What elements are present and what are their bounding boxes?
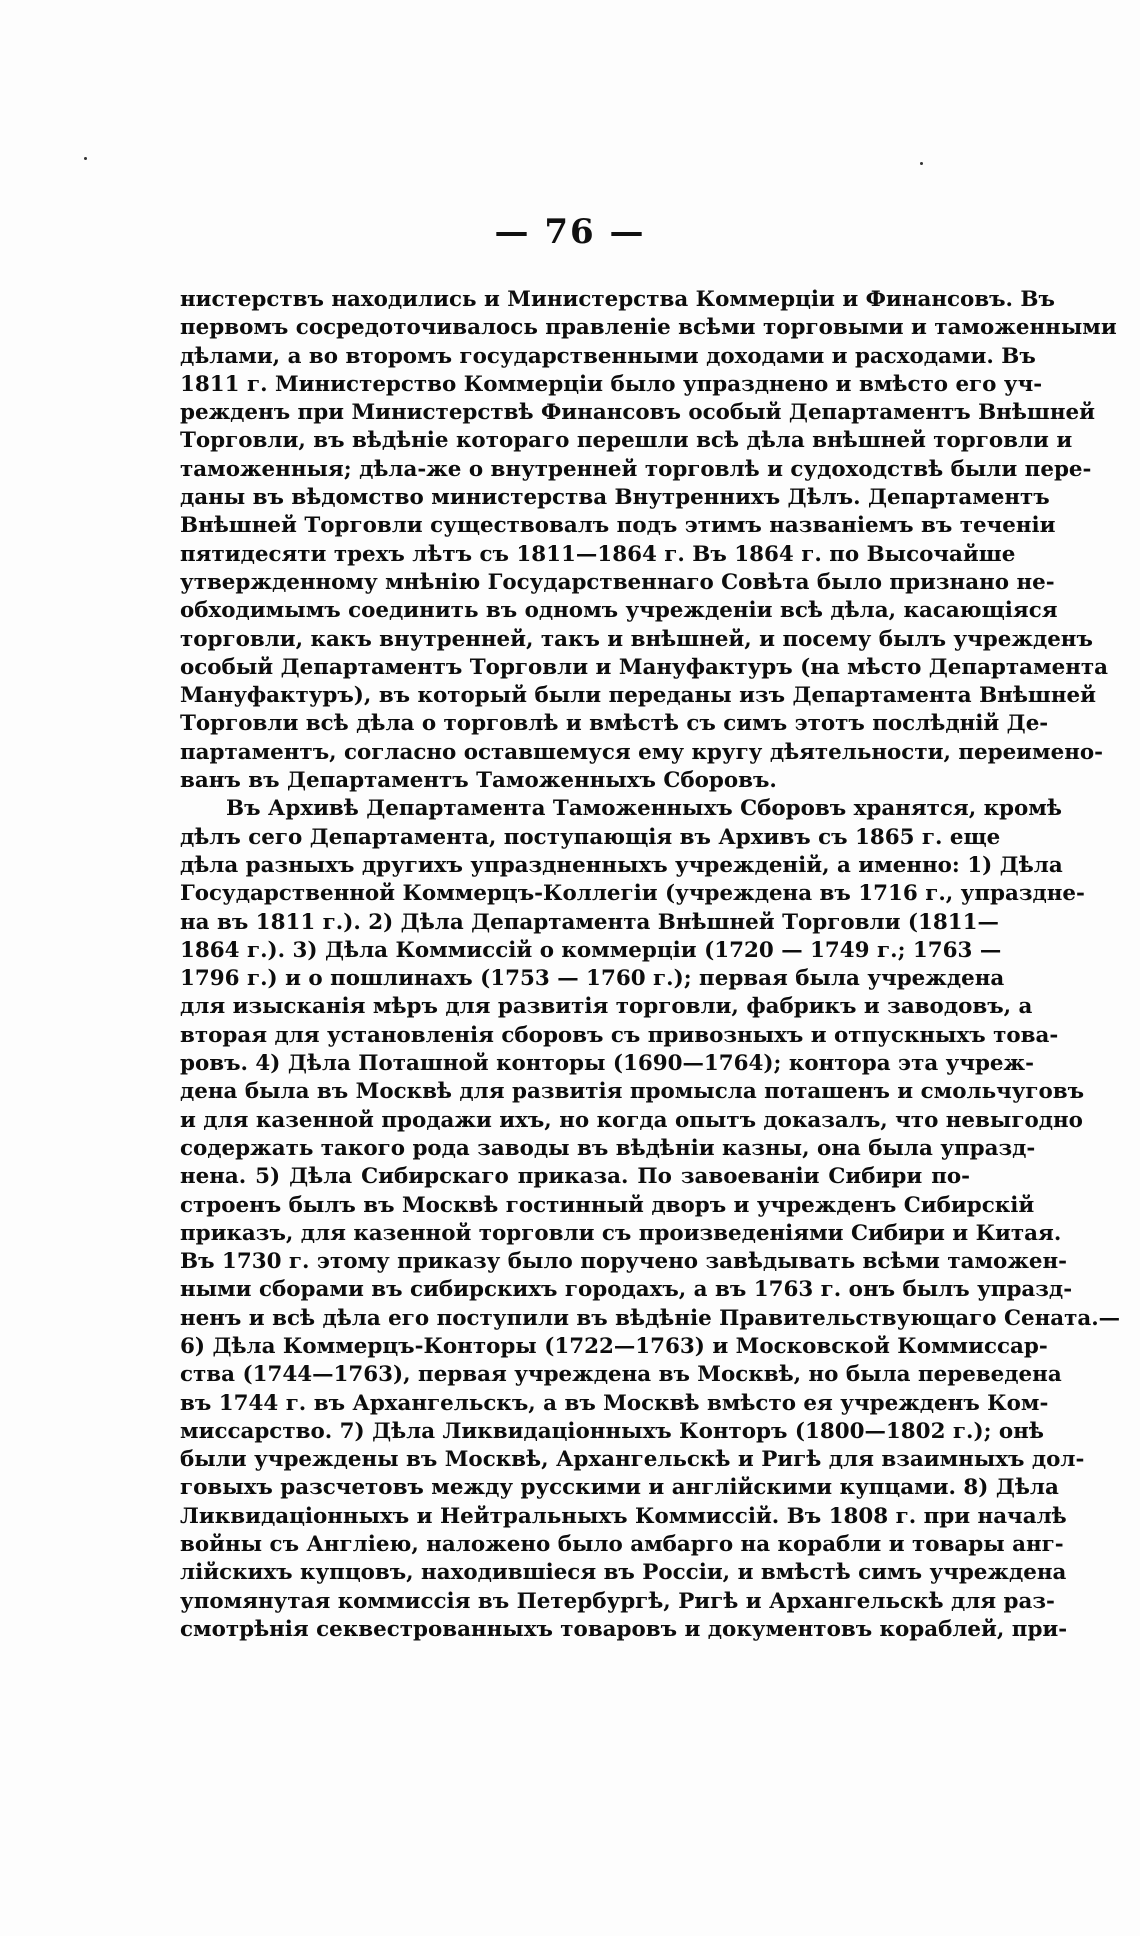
text-line: ванъ въ Департаментъ Таможенныхъ Сборовъ. <box>180 768 777 794</box>
text-line: смотрѣнія секвестрованныхъ товаровъ и документовъ кораблей, при- <box>180 1616 1068 1642</box>
text-line: дѣлами, а во второмъ государственными доходами и расходами. Въ <box>180 343 1036 369</box>
text-line: таможенныя; дѣла-же о внутренней торговлѣ и судоходствѣ были пере- <box>180 456 1092 482</box>
text-line: партаментъ, согласно оставшемуся ему кругу дѣятельности, переимено- <box>180 739 1104 765</box>
text-line: Въ 1730 г. этому приказу было поручено завѣдывать всѣми таможен- <box>180 1249 1068 1275</box>
text-line: дена была въ Москвѣ для развитія промысла поташенъ и смольчуговъ <box>180 1079 1085 1105</box>
text-line: дѣла разныхъ другихъ упраздненныхъ учрежденій, а именно: 1) Дѣла <box>180 852 1063 878</box>
text-line: пятидесяти трехъ лѣтъ съ 1811—1864 г. Въ 1864 г. по Высочайше <box>180 541 1016 567</box>
text-line: Торговли, въ вѣдѣніе котораго перешли всѣ дѣла внѣшней торговли и <box>180 428 1073 454</box>
text-line: войны съ Англіею, наложено было амбарго на корабли и товары анг- <box>180 1532 1064 1558</box>
text-line: нистерствъ находились и Министерства Коммерціи и Финансовъ. Въ <box>180 287 1055 312</box>
page-number: — 76 — <box>494 212 646 252</box>
text-line: были учреждены въ Москвѣ, Архангельскѣ и Ригѣ для взаимныхъ дол- <box>180 1447 1085 1473</box>
scan-speck <box>920 162 923 165</box>
text-line: на въ 1811 г.). 2) Дѣла Департамента Внѣшней Торговли (1811— <box>180 909 999 935</box>
text-line: строенъ былъ въ Москвѣ гостинный дворъ и учрежденъ Сибирскій <box>180 1192 1035 1218</box>
text-line: первомъ сосредоточивалось правленіе всѣми торговыми и таможенными <box>180 315 1117 341</box>
text-line: режденъ при Министерствѣ Финансовъ особый Департаментъ Внѣшней <box>180 400 1096 426</box>
text-line: утвержденному мнѣнію Государственнаго Совѣта было признано не- <box>180 569 1055 595</box>
text-line: Внѣшней Торговли существовалъ подъ этимъ названіемъ въ теченіи <box>180 513 1056 539</box>
text-line: дѣлъ сего Департамента, поступающія въ Архивъ съ 1865 г. еще <box>180 824 1001 850</box>
text-line: 1811 г. Министерство Коммерціи было упразднено и вмѣсто его уч- <box>180 371 1043 397</box>
text-line: приказъ, для казенной торговли съ произведеніями Сибири и Китая. <box>180 1220 1062 1246</box>
text-line: 1796 г.) и о пошлинахъ (1753 — 1760 г.); первая была учреждена <box>180 966 1005 992</box>
text-line: вторая для установленія сборовъ съ привозныхъ и отпускныхъ това- <box>180 1022 1059 1048</box>
text-line: миссарство. 7) Дѣла Ликвидаціонныхъ Конторъ (1800—1802 г.); онѣ <box>180 1418 1044 1444</box>
text-line: торговли, какъ внутренней, такъ и внѣшней, и посему былъ учрежденъ <box>180 626 1093 652</box>
text-line: ными сборами въ сибирскихъ городахъ, а въ 1763 г. онъ былъ упразд- <box>180 1277 1073 1303</box>
text-line: Государственной Коммерцъ-Коллегіи (учреждена въ 1716 г., упразднe- <box>180 881 1085 907</box>
text-line: нена. 5) Дѣла Сибирскаго приказа. По завоеваніи Сибири по- <box>180 1164 970 1190</box>
text-line: Въ Архивѣ Департамента Таможенныхъ Сборовъ хранятся, кромѣ <box>226 796 1062 822</box>
text-line: обходимымъ соединить въ одномъ учрежденіи всѣ дѣла, касающіяся <box>180 598 1058 624</box>
text-line: особый Департаментъ Торговли и Мануфактуръ (на мѣсто Департамента <box>180 654 1108 680</box>
scan-speck <box>84 157 87 160</box>
text-line: для изысканія мѣръ для развитія торговли, фабрикъ и заводовъ, а <box>180 994 1033 1020</box>
text-line: упомянутая коммиссія въ Петербургѣ, Ригѣ и Архангельскѣ для раз- <box>180 1588 1055 1614</box>
text-line: Мануфактуръ), въ который были переданы изъ Департамента Внѣшней <box>180 683 1096 709</box>
text-line: въ 1744 г. въ Архангельскъ, а въ Москвѣ вмѣсто ея учрежденъ Ком- <box>180 1390 1049 1416</box>
paragraph-1 <box>180 286 1117 795</box>
paragraph-2 <box>180 795 1121 1644</box>
text-line: 6) Дѣла Коммерцъ-Конторы (1722—1763) и Московской Коммиссар- <box>180 1333 1048 1359</box>
text-line: даны въ вѣдомство министерства Внутреннихъ Дѣлъ. Департаментъ <box>180 485 1050 511</box>
body-text <box>180 286 1121 1644</box>
text-line: ства (1744—1763), первая учреждена въ Москвѣ, но была переведена <box>180 1362 1062 1388</box>
text-line: говыхъ разсчетовъ между русскими и англійскими купцами. 8) Дѣла <box>180 1475 1059 1501</box>
text-line: ненъ и всѣ дѣла его поступили въ вѣдѣніе Правительствующаго Сената.— <box>180 1305 1121 1331</box>
text-line: содержать такого рода заводы въ вѣдѣніи казны, она была упразд- <box>180 1135 1036 1161</box>
text-line: Торговли всѣ дѣла о торговлѣ и вмѣстѣ съ симъ этотъ послѣдній Де- <box>180 711 1049 737</box>
text-line: 1864 г.). 3) Дѣла Коммиссій о коммерціи (1720 — 1749 г.; 1763 — <box>180 937 1002 963</box>
text-line: и для казенной продажи ихъ, но когда опытъ доказалъ, что невыгодно <box>180 1107 1083 1133</box>
text-line: ровъ. 4) Дѣла Поташной конторы (1690—1764); контора эта учреж- <box>180 1051 1035 1077</box>
text-line: лійскихъ купцовъ, находившіеся въ Россіи, и вмѣстѣ симъ учреждена <box>180 1560 1067 1586</box>
text-line: Ликвидаціонныхъ и Нейтральныхъ Коммиссій. Въ 1808 г. при началѣ <box>180 1503 1067 1529</box>
